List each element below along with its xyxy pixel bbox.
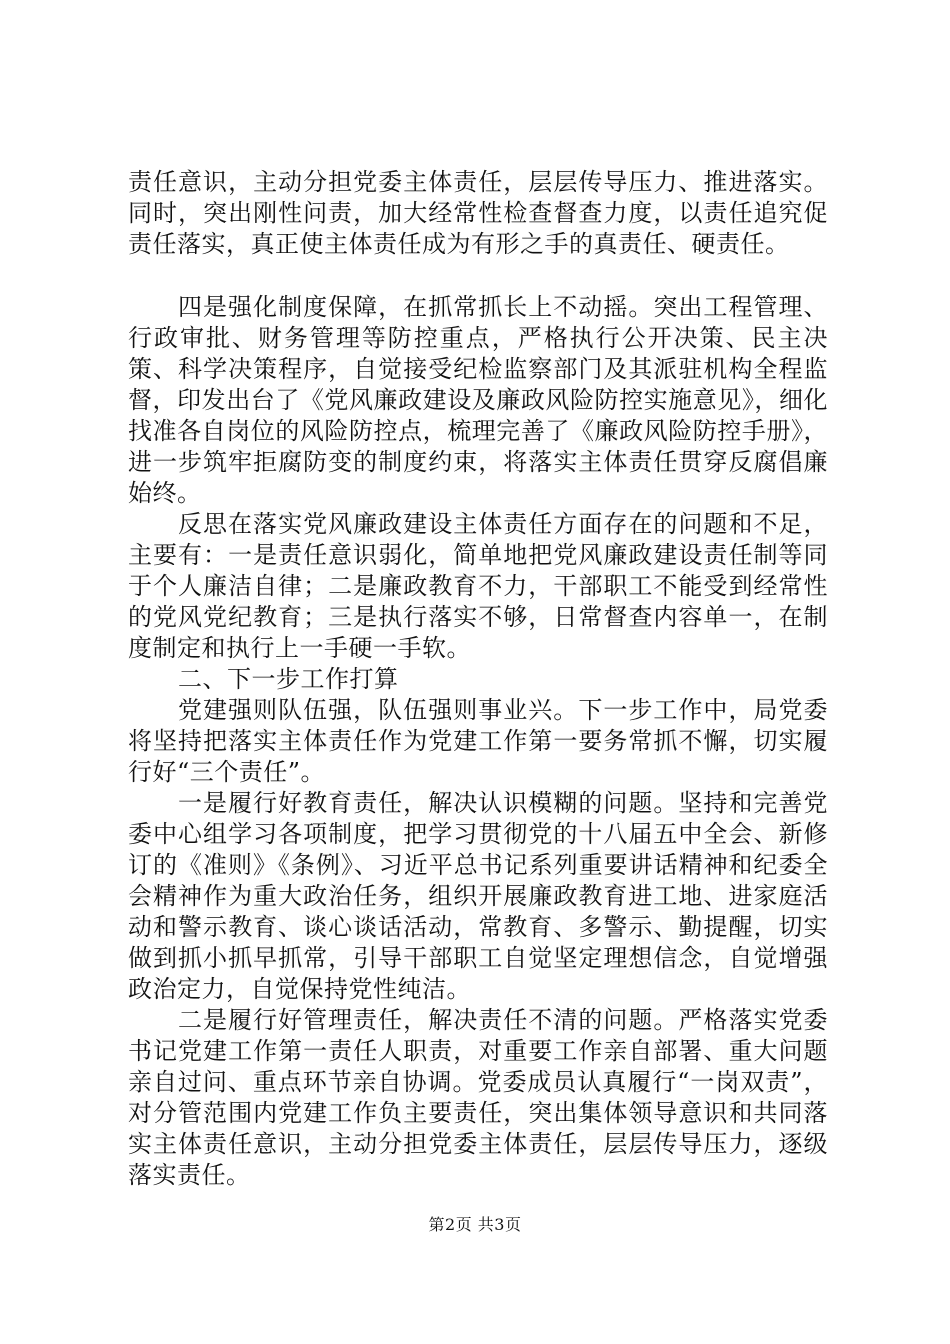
paragraph-management-responsibility: 二是履行好管理责任，解决责任不清的问题。严格落实党委书记党建工作第一责任人职责，对重要工作亲自部署、重大问题亲自过问、重点环节亲自协调。党委成员认真履行“一岗双责”，对分管范围内党建工作负主要责任，突出集体领导意识和共同落实主体责任意识，主动分担党委主体责任，层层传导压力，逐级落实责任。	[128, 1006, 828, 1189]
section-heading-next-steps: 二、下一步工作打算	[178, 665, 399, 693]
paragraph-continuation: 责任意识，主动分担党委主体责任，层层传导压力、推进落实。同时，突出刚性问责，加大经常性检查督查力度，以责任追究促责任落实，真正使主体责任成为有形之手的真责任、硬责任。	[128, 168, 828, 258]
page-number-footer: 第2页 共3页	[428, 1215, 522, 1234]
paragraph-next-steps-intro: 党建强则队伍强，队伍强则事业兴。下一步工作中，局党委将坚持把落实主体责任作为党建工作第一要务常抓不懈，切实履行好“三个责任”。	[128, 696, 828, 786]
paragraph-problems-reflection: 反思在落实党风廉政建设主体责任方面存在的问题和不足，主要有：一是责任意识弱化，简单地把党风廉政建设责任制等同于个人廉洁自律；二是廉政教育不力，干部职工不能受到经常性的党风党纪教育；三是执行落实不够，日常督查内容单一，在制度制定和执行上一手硬一手软。	[128, 510, 828, 662]
paragraph-education-responsibility: 一是履行好教育责任，解决认识模糊的问题。坚持和完善党委中心组学习各项制度，把学习贯彻党的十八届五中全会、新修订的《准则》《条例》、习近平总书记系列重要讲话精神和纪委全会精神作为重大政治任务，组织开展廉政教育进工地、进家庭活动和警示教育、谈心谈话活动，常教育、多警示、勤提醒，切实做到抓小抓早抓常，引导干部职工自觉坚定理想信念，自觉增强政治定力，自觉保持党性纯洁。	[128, 789, 828, 1003]
document-body	[128, 167, 828, 1191]
paragraph-institutional-guarantee: 四是强化制度保障，在抓常抓长上不动摇。突出工程管理、行政审批、财务管理等防控重点，严格执行公开决策、民主决策、科学决策程序，自觉接受纪检监察部门及其派驻机构全程监督，印发出台了《党风廉政建设及廉政风险防控实施意见》，细化找准各自岗位的风险防控点，梳理完善了《廉政风险防控手册》，进一步筑牢拒腐防变的制度约束，将落实主体责任贯穿反腐倡廉始终。	[128, 293, 828, 507]
